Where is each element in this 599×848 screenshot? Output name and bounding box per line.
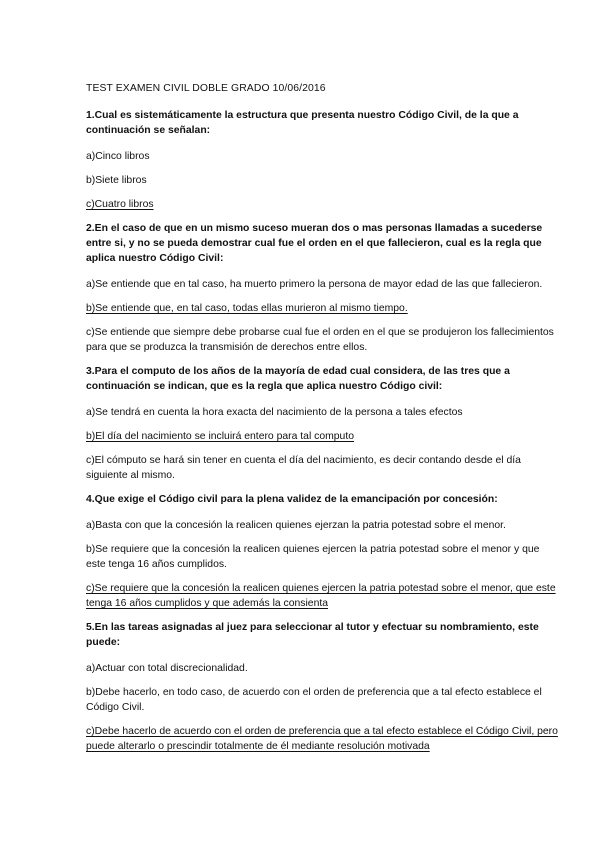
- answer-option: c)Se entiende que siempre debe probarse cual fue el orden en el que se produjeron los fallecimientos para que se produzca la transmisión de derechos entre ellos.: [86, 327, 554, 353]
- answer-option: b)Siete libros: [86, 175, 147, 186]
- question-text: 2.En el caso de que en un mismo suceso mueran dos o mas personas llamadas a sucederse entre si, y no se pueda demostrar cual fue el orden en el que fallecieron, cual es la regla que aplica nuestro Código Civil:: [86, 223, 543, 264]
- question-block: [86, 364, 559, 483]
- answer-option: a)Basta con que la concesión la realicen quienes ejerzan la patria potestad sobre el menor.: [86, 520, 506, 531]
- question-text: 4.Que exige el Código civil para la plena validez de la emancipación por concesión:: [86, 494, 498, 505]
- question-block: [86, 620, 559, 754]
- answer-option: a)Se tendrá en cuenta la hora exacta del nacimiento de la persona a tales efectos: [86, 407, 463, 418]
- answer-option-correct: b)Se entiende que, en tal caso, todas ellas murieron al mismo tiempo.: [86, 303, 408, 314]
- answer-option: a)Cinco libros: [86, 151, 150, 162]
- question-list: [86, 108, 559, 754]
- question-block: [86, 221, 559, 355]
- answer-option-correct: c)Se requiere que la concesión la realicen quienes ejercen la patria potestad sobre el menor, que este tenga 16 años cumplidos y que además la consienta: [86, 583, 556, 609]
- question-text: 5.En las tareas asignadas al juez para seleccionar al tutor y efectuar su nombramiento, este puede:: [86, 622, 539, 648]
- question-block: [86, 492, 559, 611]
- answer-option-correct: c)Cuatro libros: [86, 199, 154, 210]
- question-text: 1.Cual es sistemáticamente la estructura que presenta nuestro Código Civil, de la que a continuación se señalan:: [86, 110, 519, 136]
- answer-option: a)Actuar con total discrecionalidad.: [86, 663, 248, 674]
- answer-option: b)Debe hacerlo, en todo caso, de acuerdo con el orden de preferencia que a tal efecto establece el Código Civil.: [86, 687, 542, 713]
- answer-option: a)Se entiende que en tal caso, ha muerto primero la persona de mayor edad de las que fallecieron.: [86, 279, 543, 290]
- answer-option-correct: c)Debe hacerlo de acuerdo con el orden de preferencia que a tal efecto establece el Código Civil, pero puede alterarlo o prescindir totalmente de él mediante resolución motivada: [86, 726, 558, 752]
- question-text: 3.Para el computo de los años de la mayoría de edad cual considera, de las tres que a continuación se indican, que es la regla que aplica nuestro Código civil:: [86, 366, 510, 392]
- document-title: TEST EXAMEN CIVIL DOBLE GRADO 10/06/2016: [86, 83, 326, 94]
- answer-option-correct: b)El día del nacimiento se incluirá entero para tal computo: [86, 431, 354, 442]
- question-block: [86, 108, 559, 212]
- answer-option: c)El cómputo se hará sin tener en cuenta el día del nacimiento, es decir contando desde el día siguiente al mismo.: [86, 455, 521, 481]
- answer-option: b)Se requiere que la concesión la realicen quienes ejercen la patria potestad sobre el menor y que este tenga 16 años cumplidos.: [86, 544, 540, 570]
